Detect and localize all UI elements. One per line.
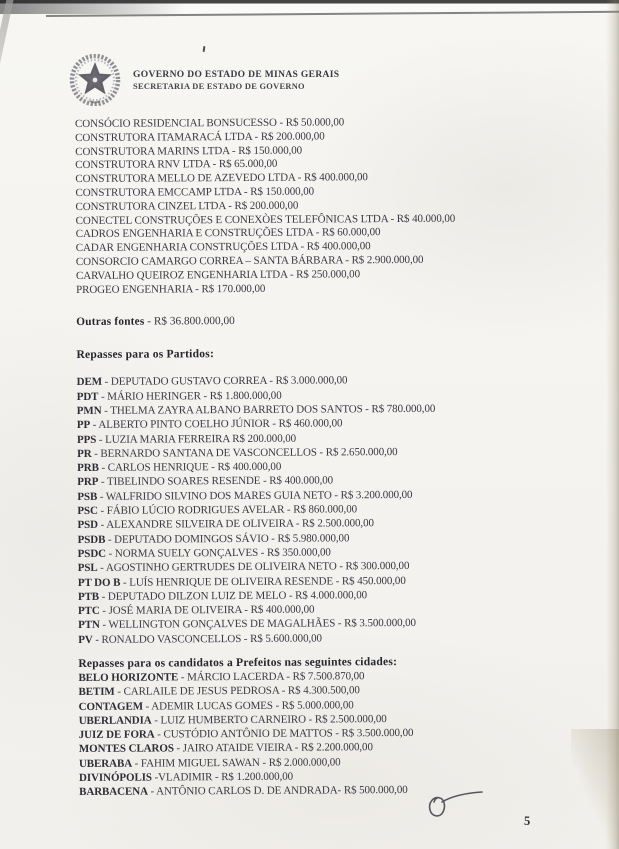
org-name: GOVERNO DO ESTADO DE MINAS GERAIS <box>133 69 340 80</box>
party-line-text: - DEPUTADO GUSTAVO CORREA - R$ 3.000.000,00 <box>101 374 348 389</box>
donor-line-text: CONSTRUTORA CINZEL LTDA - R$ 200.000,00 <box>75 199 299 213</box>
city-name: UBERABA <box>78 757 133 770</box>
party-line-text: - THELMA ZAYRA ALBANO BARRETO DOS SANTOS - R$ 780.000,00 <box>101 402 436 417</box>
party-line-text: - RONALDO VASCONCELLOS - R$ 5.600.000,00 <box>92 632 322 646</box>
party-code: PT DO B <box>77 576 121 589</box>
city-line-text: - ADEMIR LUCAS GOMES - R$ 5.000.000,00 <box>142 698 354 713</box>
party-code: PR <box>77 447 92 460</box>
party-code: PSD <box>77 519 99 532</box>
city-name: CONTAGEM <box>78 700 144 713</box>
party-code: PRB <box>77 462 99 475</box>
city-name: BARBACENA <box>79 785 148 799</box>
donor-line-text: CONSÓCIO RESIDENCIAL BONSUCESSO - R$ 50.000,00 <box>75 116 345 130</box>
party-line-text: - JOSÉ MARIA DE OLIVEIRA - R$ 400.000,00 <box>99 603 315 617</box>
party-line-text: - ALBERTO PINTO COELHO JÚNIOR - R$ 460.000,00 <box>90 417 343 432</box>
city-name: MONTES CLAROS <box>78 742 174 756</box>
party-code: PSDB <box>77 533 106 546</box>
party-line-text: - WELLINGTON GONÇALVES DE MAGALHÃES - R$ 3.500.000,00 <box>99 617 416 632</box>
paper-left-edge-shadow <box>0 0 16 165</box>
party-code: PV <box>78 633 93 646</box>
mayors-section-title: Repasses para os candidatos a Prefeitos nas seguintes cidades: <box>78 655 398 670</box>
other-sources-label: Outras fontes <box>76 315 145 329</box>
party-code: PSL <box>77 562 98 575</box>
donor-line <box>76 280 594 297</box>
donor-line-text: CONSORCIO CAMARGO CORREA – SANTA BÁRBARA - R$ 2.900.000,00 <box>75 253 424 268</box>
scan-speck <box>203 46 206 52</box>
party-code: PTB <box>77 590 100 603</box>
donor-line-text: CADROS ENGENHARIA E CONSTRUÇÕES LTDA - R$ 60.000,00 <box>75 226 381 241</box>
party-line-text: - DEPUTADO DOMINGOS SÁVIO - R$ 5.980.000,00 <box>105 531 350 546</box>
city-line-text: - LUIZ HUMBERTO CARNEIRO - R$ 2.500.000,00 <box>151 712 387 727</box>
party-line-text: - FÁBIO LÚCIO RODRIGUES AVELAR - R$ 860.000,00 <box>97 503 358 517</box>
donor-line-text: CONSTRUTORA MARINS LTDA - R$ 150.000,00 <box>75 144 303 158</box>
party-code: PPS <box>76 433 97 446</box>
donor-line-text: CONECTEL CONSTRUÇÕES E CONEXÒES TELEFÔNICAS LTDA - R$ 40.000,00 <box>75 212 456 227</box>
letterhead <box>66 54 339 106</box>
city-name: JUIZ DE FORA <box>78 728 155 742</box>
party-line-text: - ALEXANDRE SILVEIRA DE OLIVEIRA - R$ 2.500.000,00 <box>97 517 374 532</box>
party-code: PMN <box>76 404 102 417</box>
party-code: PTC <box>77 604 100 618</box>
document-body <box>75 115 597 800</box>
donor-line-text: CONSTRUTORA RNV LTDA - R$ 65.000,00 <box>75 158 278 172</box>
city-name: DIVINÓPOLIS <box>78 771 152 785</box>
party-line-text: - LUZIA MARIA FERREIRA R$ 200.000,00 <box>96 432 297 446</box>
donor-line-text: CARVALHO QUEIROZ ENGENHARIA LTDA - R$ 250.000,00 <box>75 268 360 282</box>
party-line-text: - DEPUTADO DILZON LUIZ DE MELO - R$ 4.000.000,00 <box>98 589 368 603</box>
party-code: DEM <box>76 376 103 389</box>
handwritten-paraph-mark <box>420 786 486 822</box>
donor-line-text: CONSTRUTORA ITAMARACÁ LTDA - R$ 200.000,00 <box>75 130 325 144</box>
parties-section-title: Repasses para os Partidos: <box>76 347 215 362</box>
donor-line-text: CONSTRUTORA MELLO DE AZEVEDO LTDA - R$ 400.000,00 <box>75 171 368 186</box>
paper-right-edge-shadow <box>606 0 619 849</box>
party-line-text: - MÁRIO HERINGER - R$ 1.800.000,00 <box>98 389 282 403</box>
party-line-text: - BERNARDO SANTANA DE VASCONCELLOS - R$ 2.650.000,00 <box>91 445 398 460</box>
dept-name: SECRETARIA DE ESTADO DE GOVERNO <box>133 81 305 91</box>
letterhead-text <box>133 70 339 91</box>
party-code: PDT <box>76 390 99 403</box>
city-line <box>79 782 597 799</box>
party-line-text: - CARLOS HENRIQUE - R$ 400.000,00 <box>98 460 282 475</box>
other-sources-line <box>76 312 594 329</box>
city-line-text: - CARLAILE DE JESUS PEDROSA - R$ 4.300.500,00 <box>114 684 360 699</box>
state-seal-icon <box>66 54 124 106</box>
city-line-text: - ANTÔNIO CARLOS D. DE ANDRADA- R$ 500.000,00 <box>147 784 408 798</box>
other-sources-value: - R$ 36.800.000,00 <box>144 315 235 328</box>
city-line-text: - JAIRO ATAIDE VIEIRA - R$ 2.200.000,00 <box>173 741 373 755</box>
party-code: PSDC <box>77 547 107 560</box>
donor-line-text: PROGEO ENGENHARIA - R$ 170.000,00 <box>76 282 266 296</box>
city-line-text: - FAHIM MIGUEL SAWAN - R$ 2.000.000,00 <box>132 756 341 770</box>
city-name: BETIM <box>78 686 115 699</box>
party-code: PTN <box>78 619 100 632</box>
donor-line-text: CADAR ENGENHARIA CONSTRUÇÕES LTDA - R$ 400.000,00 <box>75 240 371 255</box>
party-code: PP <box>76 419 91 432</box>
city-line-text: -VLADIMIR - R$ 1.200.000,00 <box>151 770 294 784</box>
party-code: PSC <box>77 504 98 518</box>
page-number: 5 <box>524 814 531 828</box>
party-code: PRP <box>77 476 99 489</box>
party-line-text: - AGOSTINHO GERTRUDES DE OLIVEIRA NETO - R$ 300.000,00 <box>97 560 410 575</box>
city-list <box>78 668 597 800</box>
city-line-text: - CUSTÓDIO ANTÔNIO DE MATTOS - R$ 3.500.000,00 <box>154 727 414 741</box>
city-name: BELO HORIZONTE <box>78 671 179 684</box>
party-list <box>77 372 597 647</box>
party-code: PSB <box>77 490 98 503</box>
donor-line-text: CONSTRUTORA EMCCAMP LTDA - R$ 150.000,00 <box>75 185 315 199</box>
city-line-text: - MÁRCIO LACERDA - R$ 7.500.870,00 <box>178 670 365 684</box>
party-line-text: - LUÍS HENRIQUE DE OLIVEIRA RESENDE - R$ 450.000,00 <box>120 574 406 589</box>
party-line-text: - WALFRIDO SILVINO DOS MARES GUIA NETO - R$ 3.200.000,00 <box>97 488 413 503</box>
party-line-text: - TIBELINDO SOARES RESENDE - R$ 400.000,00 <box>98 474 334 489</box>
party-line-text: - NORMA SUELY GONÇALVES - R$ 350.000,00 <box>105 546 331 560</box>
party-line <box>78 630 596 647</box>
donor-list <box>75 115 594 298</box>
city-name: UBERLANDIA <box>78 714 152 727</box>
